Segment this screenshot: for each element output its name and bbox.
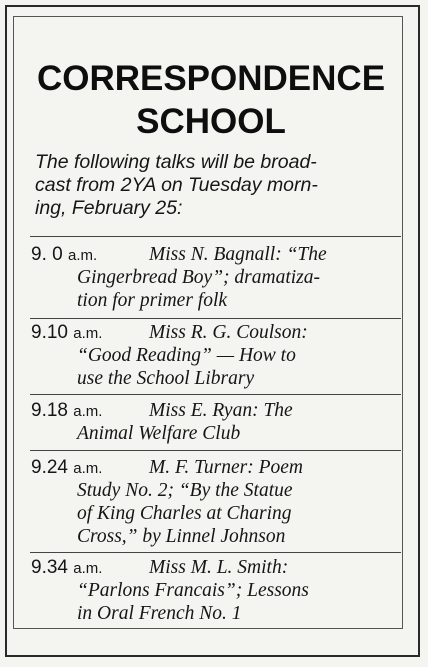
time-ampm: a.m. bbox=[73, 325, 103, 342]
divider bbox=[30, 450, 401, 451]
entry-line: Study No. 2; “By the Statue bbox=[77, 480, 293, 501]
intro-line: ing, February 25: bbox=[35, 197, 183, 219]
entry-description bbox=[31, 456, 401, 548]
entry-description bbox=[31, 321, 401, 390]
intro-paragraph bbox=[35, 151, 397, 220]
entry-line: Animal Welfare Club bbox=[77, 423, 241, 444]
time-ampm: a.m. bbox=[67, 247, 98, 264]
time-ampm: a.m. bbox=[73, 403, 103, 420]
time-ampm: a.m. bbox=[73, 460, 103, 477]
entry-line: Miss M. L. Smith: bbox=[149, 557, 289, 578]
heading-line-1: CORRESPONDENCE bbox=[36, 59, 386, 98]
heading-line-2: SCHOOL bbox=[136, 102, 286, 141]
divider bbox=[30, 552, 401, 553]
divider bbox=[30, 318, 401, 319]
entry-line: Miss R. G. Coulson: bbox=[149, 322, 308, 343]
time-value: 9.24 bbox=[31, 457, 68, 478]
entry-description bbox=[31, 399, 401, 445]
entry-line: in Oral French No. 1 bbox=[77, 603, 242, 624]
entry-line: use the School Library bbox=[77, 368, 255, 389]
entry-line: “Good Reading” — How to bbox=[77, 345, 296, 366]
entry-line: tion for primer folk bbox=[77, 290, 228, 311]
entry-line: “Parlons Francais”; Lessons bbox=[77, 580, 309, 601]
entry-description bbox=[31, 556, 401, 625]
entry-description bbox=[31, 243, 401, 312]
divider bbox=[30, 394, 401, 395]
time-value: 9.10 bbox=[31, 322, 68, 343]
entry-line: Gingerbread Boy”; dramatiza- bbox=[77, 267, 321, 288]
entry-line: of King Charles at Charing bbox=[77, 503, 292, 524]
divider bbox=[30, 236, 401, 237]
time-value: 9.34 bbox=[31, 557, 68, 578]
entry-line: Miss N. Bagnall: “The bbox=[149, 244, 327, 265]
time-ampm: a.m. bbox=[73, 560, 103, 577]
intro-line: cast from 2YA on Tuesday morn- bbox=[35, 174, 318, 196]
entry-line: M. F. Turner: Poem bbox=[149, 457, 304, 478]
time-value: 9. 0 bbox=[31, 244, 63, 265]
intro-line: The following talks will be broad- bbox=[35, 151, 317, 173]
entry-line: Miss E. Ryan: The bbox=[149, 400, 293, 421]
time-value: 9.18 bbox=[31, 400, 68, 421]
entry-line: Cross,” by Linnel Johnson bbox=[77, 526, 286, 547]
